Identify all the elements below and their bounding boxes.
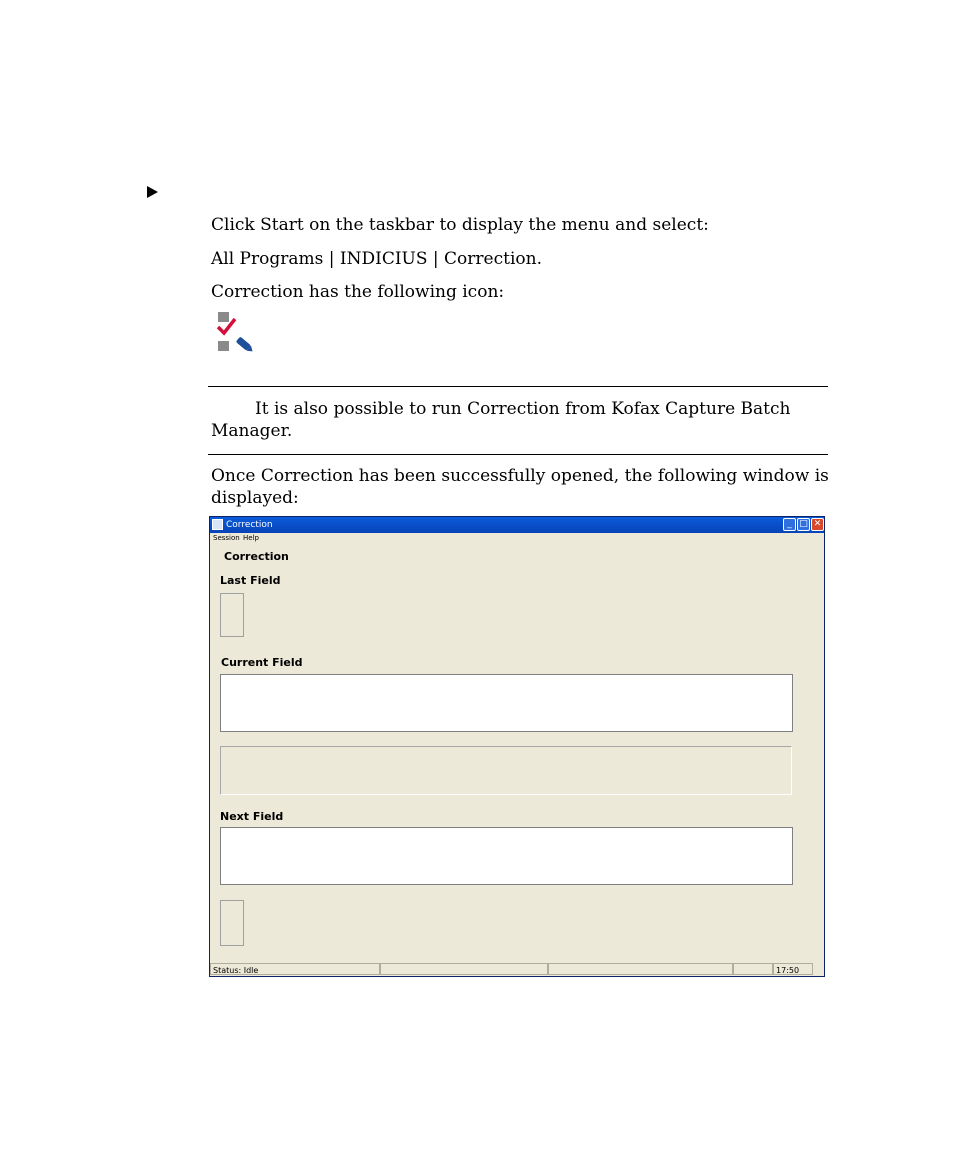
status-panel-4 [733, 963, 773, 975]
arrow-bullet-icon [147, 186, 158, 198]
current-field-input[interactable] [220, 674, 793, 732]
correction-window [209, 516, 825, 977]
last-field-box [220, 593, 244, 637]
window-intro: Once Correction has been successfully opened, the following window is [211, 466, 829, 486]
next-field-input [220, 827, 793, 885]
menu-path: All Programs | INDICIUS | Correction. [211, 249, 542, 269]
menu-bar [210, 533, 824, 544]
close-icon[interactable]: ✕ [811, 518, 824, 531]
note-rule-bottom [208, 454, 828, 455]
window-app-icon [212, 519, 223, 530]
status-text: Status: Idle [210, 963, 380, 975]
correction-heading: Correction [224, 550, 289, 563]
current-field-label: Current Field [221, 656, 303, 669]
last-field-label: Last Field [220, 574, 281, 587]
note-rule-top [208, 386, 828, 387]
window-intro-continued: displayed: [211, 488, 299, 508]
title-bar[interactable] [210, 517, 824, 533]
step-instruction: Click Start on the taskbar to display the menu and select: [211, 215, 709, 235]
menu-help[interactable]: Help [243, 534, 259, 542]
menu-session[interactable]: Session [213, 534, 240, 542]
status-bar [210, 963, 824, 976]
status-time: 17:50 [773, 963, 813, 975]
current-field-image [220, 746, 792, 795]
icon-intro: Correction has the following icon: [211, 282, 505, 302]
status-panel-2 [380, 963, 548, 975]
minimize-icon[interactable]: _ [783, 518, 796, 531]
note-text: It is also possible to run Correction from Kofax Capture Batch [255, 399, 791, 419]
correction-app-icon [215, 310, 255, 354]
window-title: Correction [226, 520, 273, 530]
next-field-label: Next Field [220, 810, 284, 823]
status-panel-3 [548, 963, 733, 975]
note-text-continued: Manager. [211, 421, 293, 441]
maximize-icon[interactable]: □ [797, 518, 810, 531]
next-field-box [220, 900, 244, 946]
